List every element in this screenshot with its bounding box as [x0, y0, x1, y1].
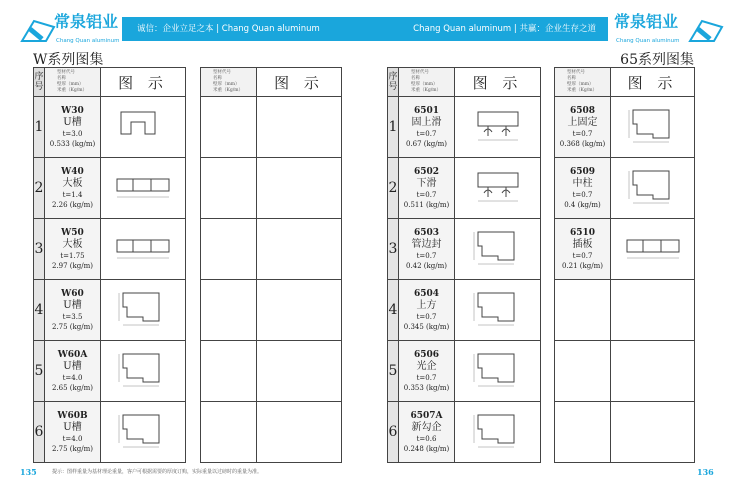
- section-title-right: 65系列图集: [620, 52, 694, 68]
- profile-diagram: [611, 402, 695, 463]
- profile-diagram: [101, 97, 186, 158]
- table-row: [34, 402, 186, 463]
- header-info-line: 壁厚（mm）: [411, 82, 438, 87]
- profile-drawing: [113, 287, 173, 329]
- profile-diagram: [455, 341, 541, 402]
- profile-weight: 2.75 (kg/m): [52, 322, 93, 331]
- row-seq: 1: [34, 97, 45, 158]
- profile-diagram: [611, 158, 695, 219]
- table-header: [201, 68, 342, 97]
- profile-info: [399, 280, 455, 341]
- table-row: [388, 219, 541, 280]
- profile-info: [45, 219, 101, 280]
- profile-code: 6509: [569, 166, 596, 177]
- profile-name: 中柱: [572, 177, 593, 189]
- profile-code: 6510: [569, 227, 596, 238]
- header-info-line: 米重（Kg/m）: [411, 88, 442, 93]
- profile-name: U槽: [63, 360, 82, 372]
- table-row: [388, 158, 541, 219]
- profile-diagram: [455, 402, 541, 463]
- profile-info: [45, 280, 101, 341]
- profile-drawing: [113, 348, 173, 390]
- profile-drawing: [623, 226, 683, 268]
- profile-weight: 0.533 (kg/m): [49, 139, 96, 148]
- profile-thickness: t=0.7: [416, 312, 437, 321]
- profile-info: [399, 158, 455, 219]
- profile-thickness: t=0.7: [572, 190, 593, 199]
- profile-thickness: t=1.4: [62, 190, 83, 199]
- header-info-line: 壁厚（mm）: [567, 82, 594, 87]
- table-row: [201, 280, 342, 341]
- profile-code: 6501: [413, 105, 440, 116]
- profile-drawing: [623, 165, 683, 207]
- profile-drawing: [468, 348, 528, 390]
- profile-name: 光企: [416, 360, 437, 372]
- table-row: [555, 280, 695, 341]
- profile-info: [555, 219, 611, 280]
- profile-info: [201, 219, 257, 280]
- profile-info: [555, 280, 611, 341]
- profile-code: 6504: [413, 288, 440, 299]
- profile-info: [399, 341, 455, 402]
- profile-drawing: [468, 226, 528, 268]
- row-seq: 4: [388, 280, 399, 341]
- page-number-right: 136: [697, 467, 714, 477]
- table-row: [201, 402, 342, 463]
- profile-weight: 0.511 (kg/m): [403, 200, 450, 209]
- profile-diagram: [101, 402, 186, 463]
- header-info-line: 名称: [57, 76, 66, 81]
- header-info-line: 米重（Kg/m）: [213, 88, 244, 93]
- header-seq: 序号: [388, 68, 399, 97]
- profile-weight: 2.97 (kg/m): [52, 261, 93, 270]
- header-info-line: 壁厚（mm）: [213, 82, 240, 87]
- profile-info: [45, 158, 101, 219]
- table-header: [388, 68, 541, 97]
- profile-drawing: [113, 165, 173, 207]
- profile-thickness: t=0.6: [416, 434, 437, 443]
- profile-thickness: t=0.7: [416, 129, 437, 138]
- banner-left: 诚信：企业立足之本 | Chang Quan aluminum: [122, 17, 365, 41]
- header-pic: 图 示: [611, 68, 695, 97]
- profile-diagram: [257, 341, 342, 402]
- header-info-line: 型材代号: [567, 70, 585, 75]
- profile-code: W50: [61, 227, 84, 238]
- profile-code: 6502: [413, 166, 440, 177]
- profile-diagram: [257, 402, 342, 463]
- profile-diagram: [455, 158, 541, 219]
- profile-name: 新勾企: [411, 421, 442, 433]
- header-info-line: 型材代号: [411, 70, 429, 75]
- profile-info: [45, 97, 101, 158]
- profile-name: 固上滑: [411, 116, 442, 128]
- profile-diagram: [257, 158, 342, 219]
- table-row: [388, 341, 541, 402]
- profile-thickness: t=0.7: [416, 373, 437, 382]
- profile-weight: 0.368 (kg/m): [559, 139, 606, 148]
- header-info-line: 型材代号: [213, 70, 231, 75]
- profile-thickness: t=4.0: [62, 373, 83, 382]
- logo-icon: [20, 17, 56, 43]
- table-row: [555, 402, 695, 463]
- profile-code: 6507A: [410, 410, 443, 421]
- header-pic: 图 示: [257, 68, 342, 97]
- profile-info: [201, 158, 257, 219]
- header-info-line: 米重（Kg/m）: [567, 88, 598, 93]
- profile-drawing: [468, 287, 528, 329]
- table-row: [388, 97, 541, 158]
- table-row: [201, 158, 342, 219]
- profile-info: [399, 97, 455, 158]
- profile-thickness: t=0.7: [416, 190, 437, 199]
- profile-diagram: [455, 219, 541, 280]
- profile-weight: 0.42 (kg/m): [406, 261, 447, 270]
- profile-weight: 0.21 (kg/m): [562, 261, 603, 270]
- profile-info: [201, 280, 257, 341]
- profile-diagram: [455, 280, 541, 341]
- profile-name: U槽: [63, 116, 82, 128]
- table-row: [555, 341, 695, 402]
- profile-info: [399, 219, 455, 280]
- header-seq: 序号: [34, 68, 45, 97]
- row-seq: 1: [388, 97, 399, 158]
- profile-table-w-1: [33, 67, 186, 463]
- profile-drawing: [113, 226, 173, 268]
- header-info: [45, 68, 101, 97]
- profile-diagram: [611, 219, 695, 280]
- profile-diagram: [611, 341, 695, 402]
- table-row: [34, 219, 186, 280]
- row-seq: 3: [388, 219, 399, 280]
- table-row: [34, 341, 186, 402]
- table-header: [555, 68, 695, 97]
- brand-name: 常泉铝业: [614, 12, 679, 31]
- brand-name: 常泉铝业: [54, 12, 119, 31]
- profile-info: [201, 402, 257, 463]
- profile-diagram: [101, 341, 186, 402]
- profile-diagram: [257, 219, 342, 280]
- row-seq: 6: [388, 402, 399, 463]
- profile-diagram: [611, 97, 695, 158]
- profile-table-w-2: [200, 67, 342, 463]
- header-info: [399, 68, 455, 97]
- profile-thickness: t=3.5: [62, 312, 83, 321]
- brand-name-en: Chang Quan aluminum: [616, 38, 680, 44]
- table-row: [555, 158, 695, 219]
- header-info-line: 壁厚（mm）: [57, 82, 84, 87]
- row-seq: 2: [388, 158, 399, 219]
- row-seq: 5: [388, 341, 399, 402]
- table-row: [555, 219, 695, 280]
- footer-note: 提示：图样重量为基材理论重量，客户可根据需要的厚度订购，实际重量以过磅时的重量为准。: [52, 469, 263, 475]
- table-row: [34, 158, 186, 219]
- profile-diagram: [611, 280, 695, 341]
- brand-logo-right: [614, 12, 714, 48]
- profile-diagram: [257, 97, 342, 158]
- profile-drawing: [113, 409, 173, 451]
- profile-code: W60B: [57, 410, 88, 421]
- profile-diagram: [101, 219, 186, 280]
- profile-name: U槽: [63, 299, 82, 311]
- row-seq: 4: [34, 280, 45, 341]
- profile-diagram: [257, 280, 342, 341]
- profile-name: 上固定: [567, 116, 598, 128]
- profile-weight: 2.65 (kg/m): [52, 383, 93, 392]
- profile-info: [45, 341, 101, 402]
- profile-code: W30: [61, 105, 84, 116]
- section-title-left: W系列图集: [33, 52, 104, 68]
- row-seq: 3: [34, 219, 45, 280]
- profile-name: 管边封: [411, 238, 442, 250]
- profile-info: [201, 97, 257, 158]
- brand-logo-left: [20, 12, 120, 48]
- profile-weight: 2.26 (kg/m): [52, 200, 93, 209]
- table-row: [34, 97, 186, 158]
- profile-code: W40: [61, 166, 84, 177]
- profile-name: 大板: [62, 177, 83, 189]
- profile-drawing: [468, 409, 528, 451]
- profile-diagram: [101, 280, 186, 341]
- profile-table-65-2: [554, 67, 695, 463]
- header-info: [201, 68, 257, 97]
- profile-name: 上方: [416, 299, 437, 311]
- page-number-left: 135: [20, 467, 37, 477]
- table-row: [555, 97, 695, 158]
- header-info-line: 米重（Kg/m）: [57, 88, 88, 93]
- profile-thickness: t=4.0: [62, 434, 83, 443]
- profile-info: [555, 158, 611, 219]
- profile-weight: 0.353 (kg/m): [403, 383, 450, 392]
- profile-code: W60A: [57, 349, 88, 360]
- profile-weight: 0.345 (kg/m): [403, 322, 450, 331]
- row-seq: 6: [34, 402, 45, 463]
- profile-drawing: [468, 165, 528, 207]
- table-row: [201, 219, 342, 280]
- profile-diagram: [455, 97, 541, 158]
- header-info-line: 名称: [567, 76, 576, 81]
- profile-thickness: t=3.0: [62, 129, 83, 138]
- banner-right: Chang Quan aluminum | 共赢：企业生存之道: [365, 17, 608, 41]
- profile-thickness: t=0.7: [572, 129, 593, 138]
- profile-info: [399, 402, 455, 463]
- profile-drawing: [113, 104, 173, 146]
- row-seq: 5: [34, 341, 45, 402]
- header-info-line: 名称: [213, 76, 222, 81]
- profile-drawing: [468, 104, 528, 146]
- header-pic: 图 示: [101, 68, 186, 97]
- profile-info: [555, 97, 611, 158]
- profile-code: W60: [61, 288, 84, 299]
- profile-info: [555, 402, 611, 463]
- profile-weight: 0.248 (kg/m): [403, 444, 450, 453]
- table-row: [201, 97, 342, 158]
- profile-info: [201, 341, 257, 402]
- table-row: [388, 280, 541, 341]
- profile-name: 插板: [572, 238, 593, 250]
- header-info-line: 型材代号: [57, 70, 75, 75]
- profile-weight: 0.67 (kg/m): [406, 139, 447, 148]
- header-info: [555, 68, 611, 97]
- profile-code: 6503: [413, 227, 440, 238]
- profile-drawing: [623, 104, 683, 146]
- brand-name-en: Chang Quan aluminum: [56, 38, 120, 44]
- profile-code: 6506: [413, 349, 440, 360]
- profile-thickness: t=0.7: [572, 251, 593, 260]
- header-info-line: 名称: [411, 76, 420, 81]
- logo-icon: [688, 17, 724, 43]
- profile-name: 下滑: [416, 177, 437, 189]
- profile-info: [45, 402, 101, 463]
- profile-thickness: t=0.7: [416, 251, 437, 260]
- table-row: [388, 402, 541, 463]
- profile-weight: 2.75 (kg/m): [52, 444, 93, 453]
- profile-name: 大板: [62, 238, 83, 250]
- profile-table-65-1: [387, 67, 541, 463]
- profile-weight: 0.4 (kg/m): [564, 200, 601, 209]
- profile-name: U槽: [63, 421, 82, 433]
- table-header: [34, 68, 186, 97]
- table-row: [201, 341, 342, 402]
- profile-thickness: t=1.75: [60, 251, 85, 260]
- table-row: [34, 280, 186, 341]
- row-seq: 2: [34, 158, 45, 219]
- profile-diagram: [101, 158, 186, 219]
- profile-info: [555, 341, 611, 402]
- profile-code: 6508: [569, 105, 596, 116]
- header-pic: 图 示: [455, 68, 541, 97]
